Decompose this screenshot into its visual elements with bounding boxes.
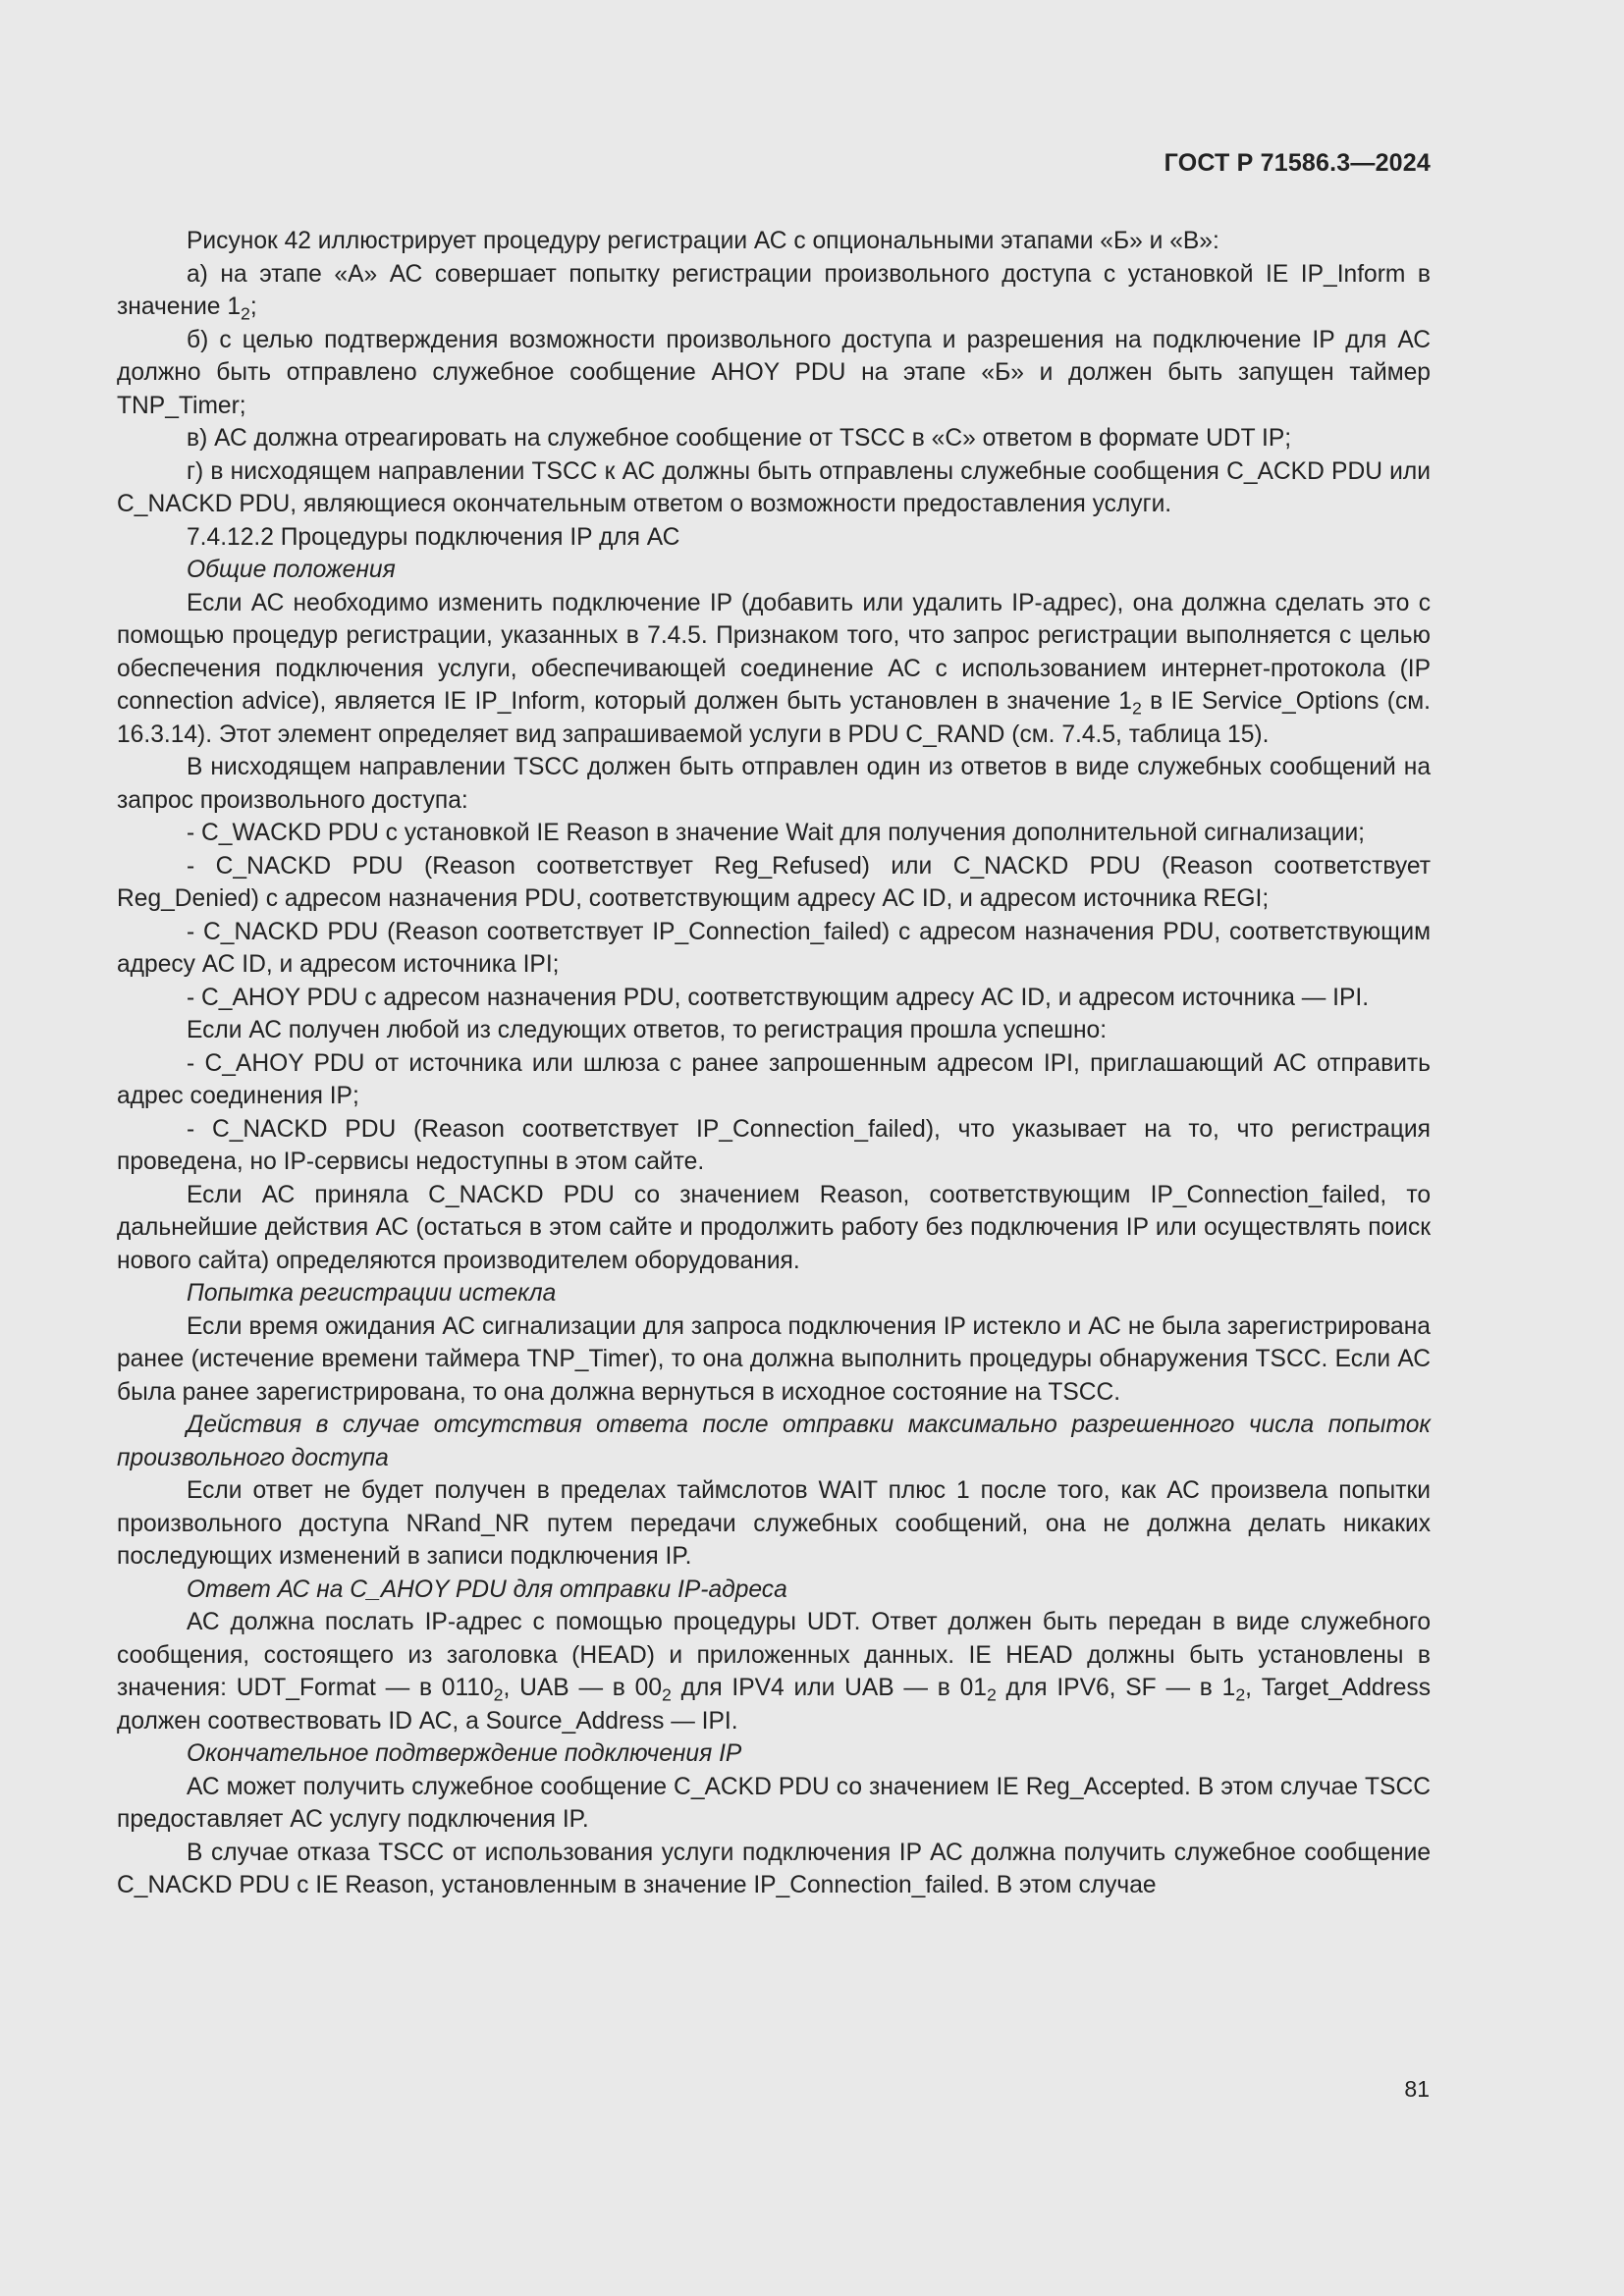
paragraph-text: в IE Service_Options (см. 16.3.14). Этот элемент определяет вид запрашиваемой услуги в PDU C_RAND (см. 7.4.5, таблица 15). — [117, 688, 1431, 748]
paragraph-text: для IPV6, SF — в 1 — [996, 1675, 1236, 1701]
paragraph-text: Окончательное подтверждение подключения IP — [187, 1740, 742, 1767]
paragraph-text: Если ответ не будет получен в пределах таймслотов WAIT плюс 1 после того, как АС произвела попытки произвольного доступа NRand_NR путем передачи служебных сообщений, она не должна делать никаких последующих изменений в записи подключения IP. — [117, 1477, 1431, 1570]
body-paragraph — [117, 817, 1431, 850]
paragraph-text: , UAB — в 00 — [503, 1675, 662, 1701]
standard-header: ГОСТ Р 71586.3—2024 — [1164, 149, 1431, 177]
subscript: 2 — [662, 1684, 672, 1705]
body-paragraph — [117, 1113, 1431, 1179]
paragraph-text: - C_NACKD PDU (Reason соответствует Reg_Refused) или C_NACKD PDU (Reason соответствует Reg_Denied) с адресом назначения PDU, соответствующим адресу АС ID, и адресом источника REGI; — [117, 852, 1431, 912]
paragraph-text: Общие положения — [187, 557, 396, 583]
paragraph-text: Если АС получен любой из следующих ответов, то регистрация прошла успешно: — [187, 1017, 1108, 1043]
body-paragraph — [117, 1014, 1431, 1047]
subscript: 2 — [241, 303, 250, 324]
subscript: 2 — [986, 1684, 997, 1705]
paragraph-text: - C_AHOY PDU с адресом назначения PDU, соответствующим адресу АС ID, и адресом источника — IPI. — [187, 984, 1370, 1011]
subscript: 2 — [493, 1684, 504, 1705]
body-paragraph — [117, 1310, 1431, 1410]
paragraph-text: в) АС должна отреагировать на служебное сообщение от TSCC в «С» ответом в формате UDT IP; — [187, 425, 1292, 452]
subscript: 2 — [1235, 1684, 1246, 1705]
body-paragraph — [117, 1179, 1431, 1278]
paragraph-text: ; — [249, 294, 257, 320]
document-body — [117, 225, 1431, 1902]
paragraph-text: Ответ АС на C_AHOY PDU для отправки IP-адреса — [187, 1575, 787, 1603]
section-subheading — [117, 1737, 1431, 1771]
body-paragraph — [117, 751, 1431, 817]
paragraph-text: 7.4.12.2 Процедуры подключения IP для АС — [187, 523, 680, 551]
body-paragraph — [117, 1047, 1431, 1113]
body-paragraph — [117, 1771, 1431, 1837]
body-paragraph — [117, 587, 1431, 752]
section-subheading — [117, 1409, 1431, 1474]
body-paragraph — [117, 324, 1431, 423]
body-paragraph — [117, 1837, 1431, 1902]
paragraph-text: Если АС необходимо изменить подключение IP (добавить или удалить IP-адрес), она должна сделать это с помощью процедур регистрации, указанных в 7.4.5. Признаком того, что запрос регистрации выполняется с целью обеспечения подключения услуги, обеспечивающей соединение АС с использованием интернет-протокола (IP connection advice), является IE IP_Inform, который должен быть установлен в значение 1 — [117, 589, 1431, 715]
paragraph-text: В нисходящем направлении TSCC должен быть отправлен один из ответов в виде служебных сообщений на запрос произвольного доступа: — [117, 754, 1431, 814]
paragraph-text: для IPV4 или UAB — в 01 — [671, 1675, 987, 1701]
paragraph-text: В случае отказа TSCC от использования услуги подключения IP АС должна получить служебное сообщение C_NACKD PDU с IE Reason, установленным в значение IP_Connection_failed. В этом случае — [117, 1839, 1431, 1898]
paragraph-text: АС должна послать IP-адрес с помощью процедуры UDT. Ответ должен быть передан в виде служебного сообщения, состоящего из заголовка (HEAD) и приложенных данных. IE HEAD должны быть установлены в значения: UDT_Format — в 0110 — [117, 1609, 1431, 1701]
paragraph-text: - C_NACKD PDU (Reason соответствует IP_Connection_failed) с адресом назначения PDU, соответствующим адресу АС ID, и адресом источника IPI; — [117, 918, 1431, 978]
body-paragraph — [117, 225, 1431, 258]
page-number: 81 — [1404, 2076, 1430, 2102]
paragraph-text: - C_NACKD PDU (Reason соответствует IP_Connection_failed), что указывает на то, что регистрация проведена, но IP-сервисы недоступны в этом сайте. — [117, 1115, 1431, 1175]
paragraph-text: г) в нисходящем направлении TSCC к АС должны быть отправлены служебные сообщения C_ACKD PDU или C_NACKD PDU, являющиеся окончательным ответом о возможности предоставления услуги. — [117, 457, 1431, 517]
body-paragraph — [117, 422, 1431, 455]
paragraph-text: АС может получить служебное сообщение C_ACKD PDU со значением IE Reg_Accepted. В этом случае TSCC предоставляет АС услугу подключения IP. — [117, 1773, 1431, 1833]
section-subheading — [117, 1574, 1431, 1607]
body-paragraph — [117, 521, 1431, 555]
paragraph-text: а) на этапе «А» АС совершает попытку регистрации произвольного доступа с установкой IE IP_Inform в значение 1 — [117, 260, 1431, 320]
paragraph-text: Если АС приняла C_NACKD PDU со значением Reason, соответствующим IP_Connection_failed, то дальнейшие действия АС (остаться в этом сайте и продолжить работу без подключения IP или осуществлять поиск нового сайта) определяются производителем оборудования. — [117, 1181, 1431, 1274]
paragraph-text: Попытка регистрации истекла — [187, 1280, 557, 1307]
body-paragraph — [117, 1474, 1431, 1574]
body-paragraph — [117, 850, 1431, 916]
subscript: 2 — [1131, 698, 1142, 719]
body-paragraph — [117, 916, 1431, 982]
paragraph-text: Действия в случае отсутствия ответа после отправки максимально разрешенного числа попыток произвольного доступа — [117, 1412, 1431, 1471]
paragraph-text: - C_AHOY PDU от источника или шлюза с ранее запрошенным адресом IPI, приглашающий АС отправить адрес соединения IP; — [117, 1049, 1431, 1109]
paragraph-text: , Target_Address должен соотвествовать ID АС, а Source_Address — IPI. — [117, 1675, 1432, 1735]
paragraph-text: Если время ожидания АС сигнализации для запроса подключения IP истекло и АС не была зарегистрирована ранее (истечение времени таймера TNP_Timer), то она должна выполнить процедуры обнаружения TSCC. Если АС была ранее зарегистрирована, то она должна вернуться в исходное состояние на TSCC. — [117, 1312, 1431, 1406]
paragraph-text: - C_WACKD PDU с установкой IE Reason в значение Wait для получения дополнительной сигнализации; — [187, 820, 1366, 846]
body-paragraph — [117, 455, 1431, 521]
paragraph-text: б) с целью подтверждения возможности произвольного доступа и разрешения на подключение IP для АС должно быть отправлено служебное сообщение AHOY PDU на этапе «Б» и должен быть запущен таймер TNP_Timer; — [117, 326, 1431, 419]
body-paragraph — [117, 258, 1431, 324]
body-paragraph — [117, 982, 1431, 1015]
paragraph-text: Рисунок 42 иллюстрирует процедуру регистрации АС с опциональными этапами «Б» и «В»: — [187, 228, 1219, 254]
section-subheading — [117, 1277, 1431, 1310]
section-subheading — [117, 554, 1431, 587]
body-paragraph — [117, 1606, 1431, 1737]
